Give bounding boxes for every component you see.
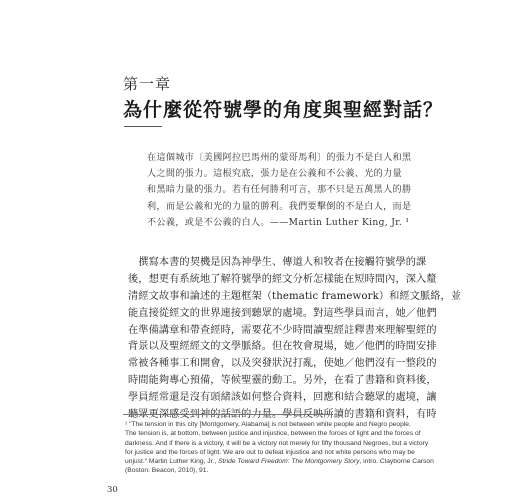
footnote-text: unjust." Martin Luther King, Jr., [125,458,219,466]
body-paragraph [128,255,462,424]
epigraph-line: 人之間的張力。這根究底，張力是在公義和不公義、光的力量 [147,169,402,180]
footnote-line: darkness. And if there is a victory, it will be a victory not merely for fifty thousand Negroes, but a victory [125,439,429,447]
epigraph-line: 利，而是公義和光的力量的勝利。我們要擊倒的不是白人，而是 [147,201,412,212]
epigraph-line: 在這個城市〔美國阿拉巴馬州的蒙哥馬利〕的張力不是白人和黑 [147,153,412,163]
footnote [125,420,434,476]
body-line: 在準備講章和帶查經時，需要花不少時間讀聖經註釋書來理解聖經的 [128,324,437,336]
footnote-line [125,457,434,466]
body-line: 撰寫本書的契機是因為神學生、傳道人和牧者在接觸符號學的課 [128,257,427,268]
footnote-line: ¹ "The tension in this city [Montgomery, Alabama] is not between white people and Negro people. [125,421,411,428]
chapter-number: 第一章 [123,75,172,93]
body-line: 學員經常還是沒有頭緒該如何整合資料，回應和結合聽眾的處境，讓 [128,392,437,404]
footnote-line: (Boston: Beacon, 2010), 91. [125,467,209,475]
body-line: 時間能夠專心預備，等候聖靈的動工。另外，在看了書籍和資料後， [128,375,437,387]
footnote-line: for justice and the forces of light. We are out to defeat injustice and not white persons who may be [125,448,415,456]
chapter-title: 為什麼從符號學的角度與聖經對話？ [123,99,444,121]
book-title: Stride Toward Freedom: The Montgomery Story [218,458,360,466]
body-line: 後，想更有系統地了解符號學的經文分析怎樣能在短時間內，深入釐 [128,273,437,285]
page-number: 30 [107,485,118,495]
epigraph-line: 和黑暗力量的張力。若有任何勝利可言，那不只是五萬黑人的勝 [147,185,412,196]
body-line: 常被各種事工和開會，以及突發狀況打亂，使她／他們沒有一整段的 [128,358,437,370]
epigraph-line: 不公義，或是不公義的白人。——Martin Luther King, Jr. ¹ [147,217,410,228]
footnote-divider [123,414,333,415]
title-divider [124,126,162,127]
body-line: 能直接從經文的世界連接到聽眾的處境。對這些學員而言，她／他們 [128,307,437,319]
body-line: 聽眾更深感受到神的話語的力量。學員反映所讀的書籍和資料，有時 [128,409,437,421]
body-line: 背景以及聖經經文的文學脈絡。但在牧會現場，她／他們的時間安排 [128,341,437,353]
footnote-line: The tension is, at bottom, between justice and injustice, between the forces of light and the forces of [125,430,421,438]
footnote-text: , intro. Clayborne Carson [359,458,434,466]
epigraph [147,150,412,231]
body-line: 清經文故事和論述的主題框架（thematic framework）和經文脈絡，並 [128,290,462,302]
